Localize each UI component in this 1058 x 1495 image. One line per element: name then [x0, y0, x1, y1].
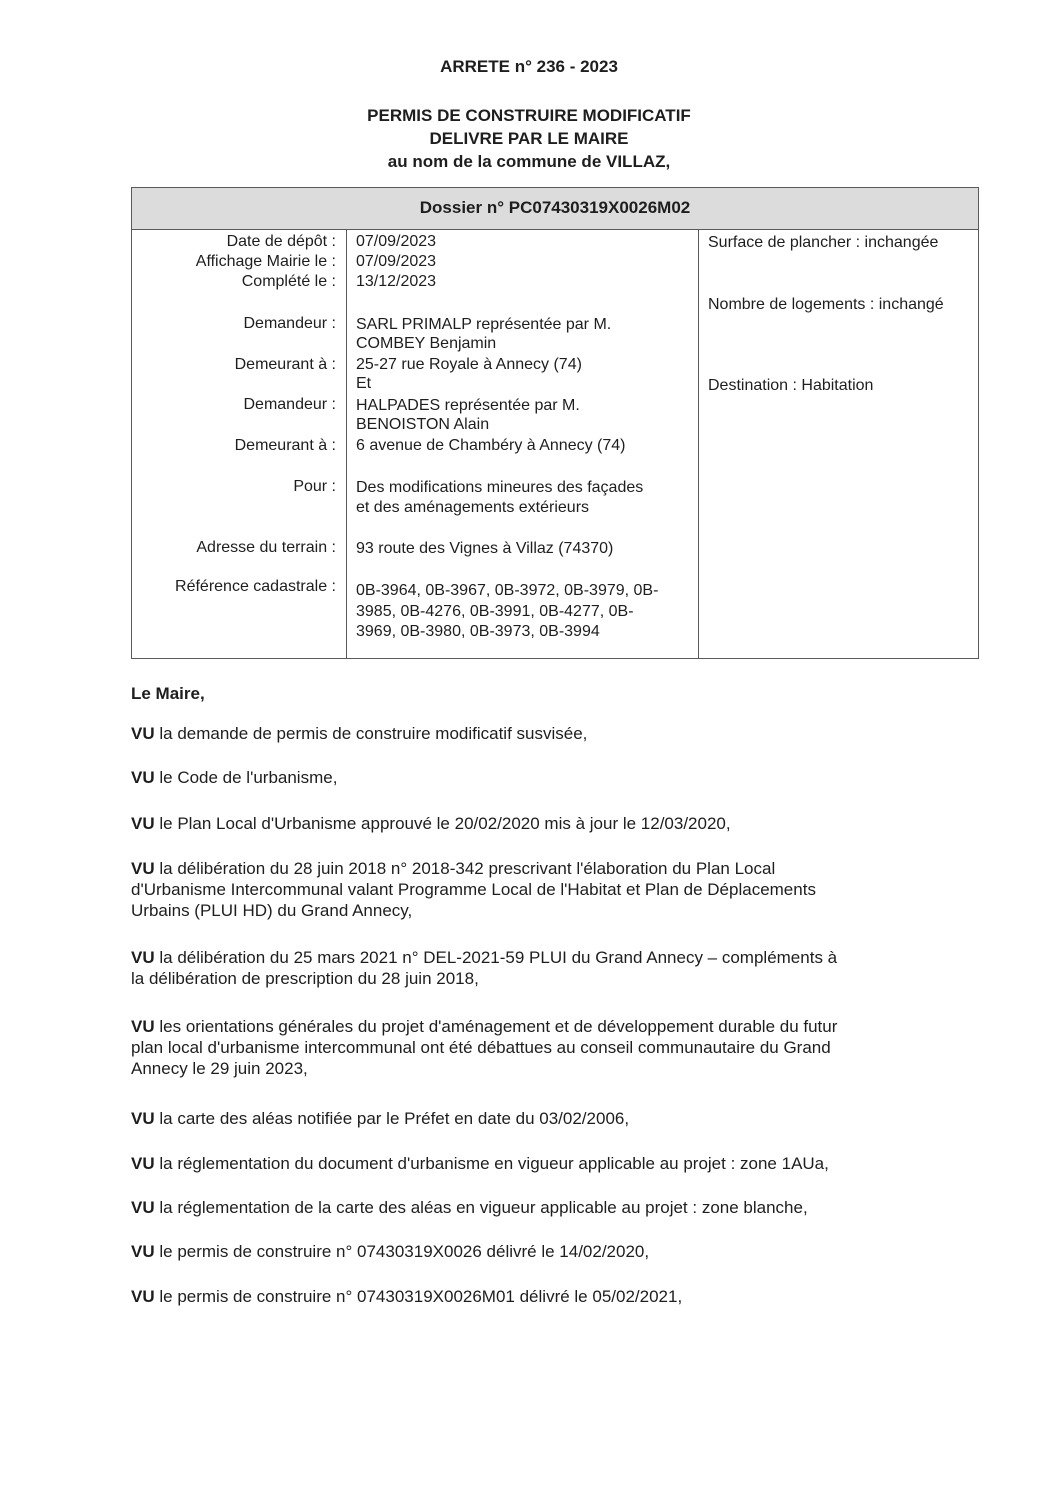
demeurant1-line1: 25-27 rue Royale à Annecy (74) — [356, 356, 582, 373]
vu-text: le Code de l'urbanisme, — [159, 768, 338, 787]
dossier-number: Dossier n° PC07430319X0026M02 — [132, 188, 978, 230]
cadastre-line3: 3969, 0B-3980, 0B-3973, 0B-3994 — [356, 623, 600, 640]
vu-text: plan local d'urbanisme intercommunal ont été débattues au conseil communautaire du Grand — [131, 1038, 831, 1057]
vu-paragraph — [131, 813, 961, 834]
permis-heading-line1: PERMIS DE CONSTRUIRE MODIFICATIF — [367, 106, 691, 125]
vu-label: VU — [131, 1017, 155, 1036]
vu-text: le permis de construire n° 07430319X0026M01 délivré le 05/02/2021, — [159, 1287, 683, 1306]
cadastre-label: Référence cadastrale : — [175, 578, 336, 595]
nombre-logements: Nombre de logements : inchangé — [708, 296, 944, 313]
vu-text: la réglementation du document d'urbanisme en vigueur applicable au projet : zone 1AUa, — [159, 1154, 829, 1173]
complete-label: Complété le : — [241, 273, 336, 290]
demeurant2-label: Demeurant à : — [234, 437, 336, 454]
date-depot-label: Date de dépôt : — [226, 233, 336, 250]
adresse-value: 93 route des Vignes à Villaz (74370) — [356, 540, 614, 557]
maire-label: Le Maire, — [131, 684, 205, 703]
vu-text: la délibération du 28 juin 2018 n° 2018-342 prescrivant l'élaboration du Plan Local — [159, 859, 776, 878]
demandeur1-label: Demandeur : — [243, 315, 336, 332]
cadastre-line2: 3985, 0B-4276, 0B-3991, 0B-4277, 0B- — [356, 603, 634, 620]
vu-text: la demande de permis de construire modificatif susvisée, — [159, 724, 588, 743]
vu-label: VU — [131, 1109, 155, 1128]
vu-label: VU — [131, 948, 155, 967]
vu-paragraph — [131, 947, 961, 989]
vu-text: d'Urbanisme Intercommunal valant Programme Local de l'Habitat et Plan de Déplacements — [131, 880, 816, 899]
complete-value: 13/12/2023 — [356, 273, 437, 290]
date-depot-value: 07/09/2023 — [356, 233, 437, 250]
vu-paragraph — [131, 1197, 961, 1218]
vu-text: Annecy le 29 juin 2023, — [131, 1059, 308, 1078]
demandeur2-line2: BENOISTON Alain — [356, 416, 490, 433]
vu-paragraph — [131, 1241, 961, 1262]
pour-line1: Des modifications mineures des façades — [356, 479, 644, 496]
vu-text: les orientations générales du projet d'aménagement et de développement durable du futur — [159, 1017, 838, 1036]
vu-label: VU — [131, 859, 155, 878]
pour-label: Pour : — [293, 478, 336, 495]
dossier-table — [131, 187, 979, 659]
adresse-label: Adresse du terrain : — [196, 539, 336, 556]
vu-paragraph — [131, 723, 961, 744]
vu-text: le Plan Local d'Urbanisme approuvé le 20/02/2020 mis à jour le 12/03/2020, — [159, 814, 731, 833]
demeurant1-line2: Et — [356, 375, 372, 392]
permis-heading — [0, 104, 1058, 173]
vu-label: VU — [131, 768, 155, 787]
surface-plancher: Surface de plancher : inchangée — [708, 234, 939, 251]
vu-label: VU — [131, 1198, 155, 1217]
permis-heading-line3: au nom de la commune de VILLAZ, — [387, 152, 671, 171]
destination: Destination : Habitation — [708, 377, 874, 394]
vu-paragraph — [131, 1153, 961, 1174]
permis-heading-line2: DELIVRE PAR LE MAIRE — [429, 129, 629, 148]
vu-text: la carte des aléas notifiée par le Préfet en date du 03/02/2006, — [159, 1109, 630, 1128]
vu-label: VU — [131, 814, 155, 833]
affichage-label: Affichage Mairie le : — [195, 253, 336, 270]
vu-paragraph — [131, 1108, 961, 1129]
cadastre-line1: 0B-3964, 0B-3967, 0B-3972, 0B-3979, 0B- — [356, 582, 659, 599]
demandeur1-line1: SARL PRIMALP représentée par M. — [356, 316, 612, 333]
demeurant1-label: Demeurant à : — [234, 356, 336, 373]
arrete-title: ARRETE n° 236 - 2023 — [440, 57, 618, 76]
vu-text: Urbains (PLUI HD) du Grand Annecy, — [131, 901, 413, 920]
vu-paragraph — [131, 1016, 961, 1079]
column-divider — [346, 230, 347, 658]
affichage-value: 07/09/2023 — [356, 253, 437, 270]
demeurant2-value: 6 avenue de Chambéry à Annecy (74) — [356, 437, 626, 454]
demandeur1-line2: COMBEY Benjamin — [356, 335, 497, 352]
vu-text: la délibération de prescription du 28 juin 2018, — [131, 969, 479, 988]
demandeur2-line1: HALPADES représentée par M. — [356, 397, 580, 414]
vu-label: VU — [131, 724, 155, 743]
maire-heading — [131, 683, 961, 704]
vu-paragraph — [131, 1286, 961, 1307]
pour-line2: et des aménagements extérieurs — [356, 499, 590, 516]
column-divider — [698, 230, 699, 658]
demandeur2-label: Demandeur : — [243, 396, 336, 413]
vu-text: la délibération du 25 mars 2021 n° DEL-2021-59 PLUI du Grand Annecy – compléments à — [159, 948, 838, 967]
vu-label: VU — [131, 1287, 155, 1306]
vu-text: le permis de construire n° 07430319X0026 délivré le 14/02/2020, — [159, 1242, 650, 1261]
vu-label: VU — [131, 1242, 155, 1261]
vu-text: la réglementation de la carte des aléas en vigueur applicable au projet : zone blanche, — [159, 1198, 808, 1217]
vu-paragraph — [131, 858, 961, 921]
vu-label: VU — [131, 1154, 155, 1173]
vu-paragraph — [131, 767, 961, 788]
